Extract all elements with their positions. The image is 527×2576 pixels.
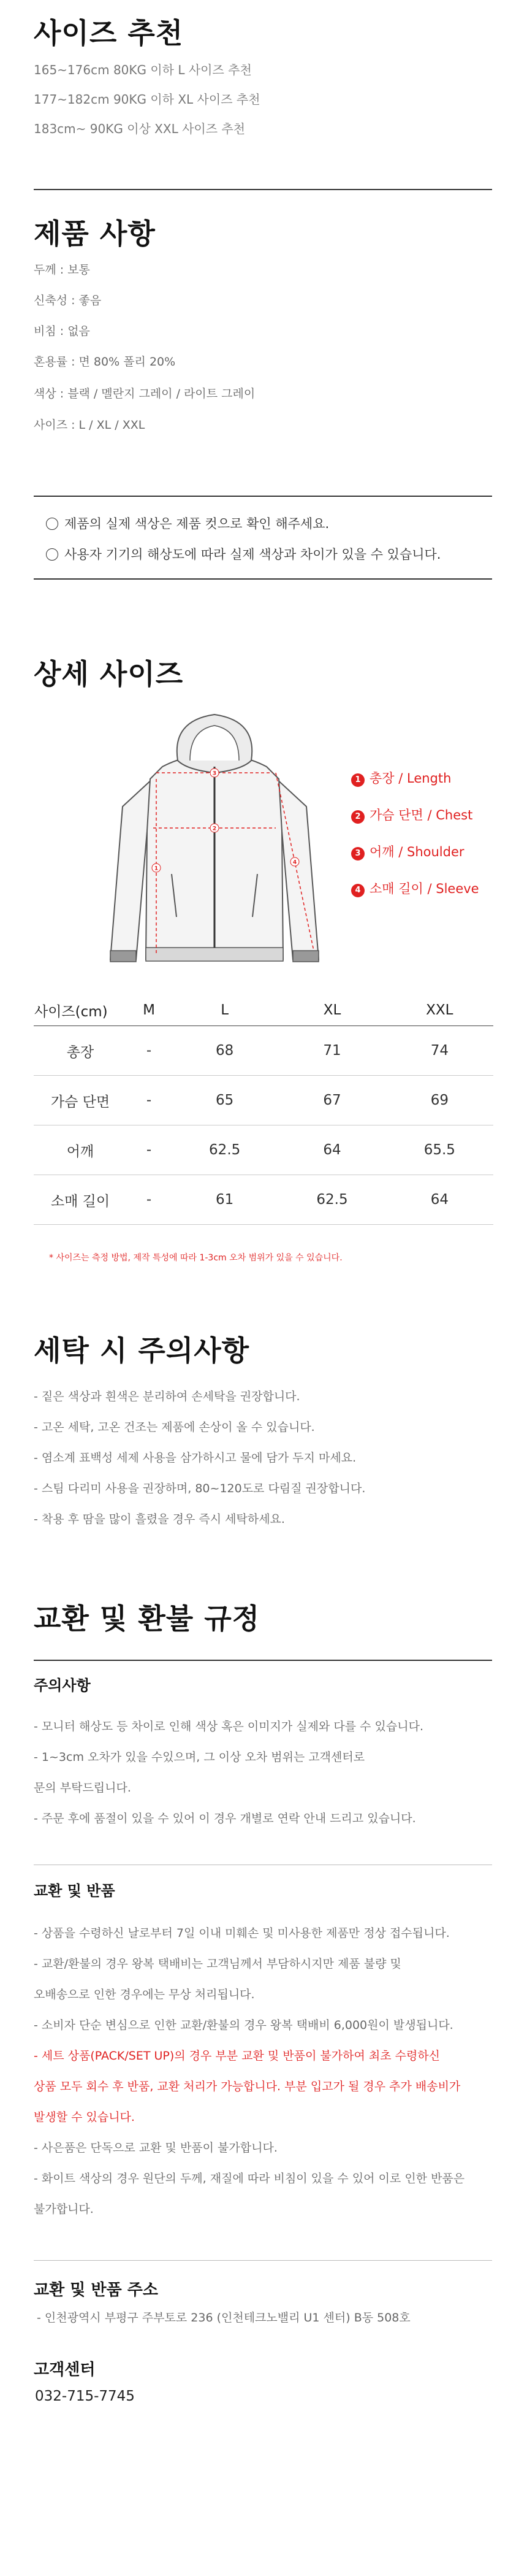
product-info-line: 신축성 : 좋음 xyxy=(34,294,102,307)
notice-text: 사용자 기기의 해상도에 따라 실제 색상과 차이가 있을 수 있습니다. xyxy=(64,547,441,562)
circle-bullet-icon xyxy=(46,518,58,530)
table-cell: 64 xyxy=(386,1175,493,1225)
table-cell: 가슴 단면 xyxy=(34,1076,127,1125)
cs-phone: 032-715-7745 xyxy=(35,2388,135,2404)
exchange-title: 교환 및 환불 규정 xyxy=(34,1602,260,1635)
caution-line: - 모니터 해상도 등 차이로 인해 색상 혹은 이미지가 실제와 다를 수 있습니다. xyxy=(34,1720,423,1733)
size-header-cell: 사이즈(cm) xyxy=(34,995,127,1026)
address-text: - 인천광역시 부평구 주부토로 236 (인천테크노밸리 U1 센터) B동 508호 xyxy=(37,2311,411,2325)
caution-line: 문의 부탁드립니다. xyxy=(34,1781,131,1795)
table-cell: 총장 xyxy=(34,1026,127,1076)
product-info-line: 색상 : 블랙 / 멜란지 그레이 / 라이트 그레이 xyxy=(34,387,256,401)
table-row xyxy=(34,1125,493,1175)
divider xyxy=(34,1660,492,1661)
legend-number: 3 xyxy=(351,847,365,861)
policy-line: 오배송으로 인한 경우에는 무상 처리됩니다. xyxy=(34,1988,255,2001)
size-table-header xyxy=(34,995,493,1026)
legend-label: 어깨 / Shoulder xyxy=(370,845,464,859)
wash-title: 세탁 시 주의사항 xyxy=(34,1334,250,1367)
product-info-line: 사이즈 : L / XL / XXL xyxy=(34,418,145,432)
policy-line: - 교환/환불의 경우 왕복 택배비는 고객님께서 부담하시지만 제품 불량 및 xyxy=(34,1957,401,1971)
svg-text:3: 3 xyxy=(212,770,217,777)
circle-bullet-icon xyxy=(46,548,58,561)
legend-item-length xyxy=(351,769,451,787)
size-footnote: * 사이즈는 측정 방법, 제작 특성에 따라 1-3cm 오차 범위가 있을 수 있습니다. xyxy=(49,1253,343,1263)
address-title: 교환 및 반품 주소 xyxy=(34,2281,158,2299)
size-header-cell: L xyxy=(171,995,278,1026)
table-cell: 62.5 xyxy=(171,1125,278,1175)
table-cell: 62.5 xyxy=(278,1175,385,1225)
policy-line: - 세트 상품(PACK/SET UP)의 경우 부분 교환 및 반품이 불가하여 최초 수령하신 xyxy=(34,2049,441,2063)
wash-line: - 짙은 색상과 흰색은 분리하여 손세탁을 권장합니다. xyxy=(34,1390,300,1403)
detail-size-title: 상세 사이즈 xyxy=(34,657,184,691)
product-info-line: 비침 : 없음 xyxy=(34,324,90,338)
table-cell: - xyxy=(127,1076,171,1125)
legend-number: 1 xyxy=(351,773,365,787)
caution-line: - 1~3cm 오차가 있을 수있으며, 그 이상 오차 범위는 고객센터로 xyxy=(34,1750,365,1764)
table-cell: 61 xyxy=(171,1175,278,1225)
size-recommend-line: 183cm~ 90KG 이상 XXL 사이즈 추천 xyxy=(34,121,246,136)
table-row xyxy=(34,1076,493,1125)
legend-label: 총장 / Length xyxy=(370,771,452,786)
cs-title: 고객센터 xyxy=(34,2361,96,2379)
size-header-cell: XL xyxy=(278,995,385,1026)
table-cell: 64 xyxy=(278,1125,385,1175)
policy-line: - 소비자 단순 변심으로 인한 교환/환불의 경우 왕복 택배비 6,000원이 발생됩니다. xyxy=(34,2018,453,2032)
product-info-line: 혼용률 : 면 80% 폴리 20% xyxy=(34,355,176,369)
legend-item-sleeve xyxy=(351,879,479,897)
table-cell: 소매 길이 xyxy=(34,1175,127,1225)
wash-line: - 염소계 표백성 세제 사용을 삼가하시고 물에 담가 두지 마세요. xyxy=(34,1451,357,1465)
size-header-cell: M xyxy=(127,995,171,1026)
table-cell: 74 xyxy=(386,1026,493,1076)
legend-item-chest xyxy=(351,805,472,824)
svg-text:4: 4 xyxy=(292,859,297,866)
table-row xyxy=(34,1026,493,1076)
legend-number: 2 xyxy=(351,810,365,824)
policy-line: 불가합니다. xyxy=(34,2202,94,2216)
divider xyxy=(34,189,492,190)
table-cell: - xyxy=(127,1125,171,1175)
product-info-line: 두께 : 보통 xyxy=(34,263,90,277)
size-recommend-line: 177~182cm 90KG 이하 XL 사이즈 추천 xyxy=(34,92,260,107)
product-info-title: 제품 사항 xyxy=(34,217,156,250)
table-cell: - xyxy=(127,1026,171,1076)
divider xyxy=(34,578,492,580)
table-cell: 69 xyxy=(386,1076,493,1125)
notice-text: 제품의 실제 색상은 제품 컷으로 확인 해주세요. xyxy=(64,516,330,531)
size-recommend-title: 사이즈 추천 xyxy=(34,17,184,50)
wash-line: - 착용 후 땀을 많이 흘렸을 경우 즉시 세탁하세요. xyxy=(34,1512,285,1526)
legend-label: 소매 길이 / Sleeve xyxy=(370,881,479,896)
legend-number: 4 xyxy=(351,884,365,897)
notice-item xyxy=(46,545,441,563)
wash-line: - 고온 세탁, 고온 건조는 제품에 손상이 올 수 있습니다. xyxy=(34,1420,315,1434)
size-header-cell: XXL xyxy=(386,995,493,1026)
table-cell: 65.5 xyxy=(386,1125,493,1175)
policy-line: 발생할 수 있습니다. xyxy=(34,2110,135,2124)
policy-title: 교환 및 반품 xyxy=(34,1882,115,1899)
policy-line: - 화이트 색상의 경우 원단의 두께, 재질에 따라 비침이 있을 수 있어 이로 인한 반품은 xyxy=(34,2172,465,2185)
policy-line: 상품 모두 회수 후 반품, 교환 처리가 가능합니다. 부분 입고가 될 경우 추가 배송비가 xyxy=(34,2080,461,2093)
table-cell: 71 xyxy=(278,1026,385,1076)
divider xyxy=(34,496,492,497)
caution-title: 주의사항 xyxy=(34,1677,91,1694)
table-cell: 65 xyxy=(171,1076,278,1125)
legend-item-shoulder xyxy=(351,842,464,861)
hoodie-diagram xyxy=(104,708,331,966)
size-table xyxy=(34,995,493,1225)
svg-text:2: 2 xyxy=(212,826,217,832)
policy-line: - 상품을 수령하신 날로부터 7일 이내 미훼손 및 미사용한 제품만 정상 접수됩니다. xyxy=(34,1926,450,1940)
table-cell: 67 xyxy=(278,1076,385,1125)
table-cell: 어깨 xyxy=(34,1125,127,1175)
notice-item xyxy=(46,514,329,532)
divider xyxy=(34,2260,492,2261)
svg-text:1: 1 xyxy=(154,865,159,872)
policy-line: - 사은품은 단독으로 교환 및 반품이 불가합니다. xyxy=(34,2141,278,2155)
wash-line: - 스팀 다리미 사용을 권장하며, 80~120도로 다림질 권장합니다. xyxy=(34,1482,366,1495)
legend-label: 가슴 단면 / Chest xyxy=(370,808,473,822)
size-recommend-line: 165~176cm 80KG 이하 L 사이즈 추천 xyxy=(34,63,252,77)
table-row xyxy=(34,1175,493,1225)
table-cell: 68 xyxy=(171,1026,278,1076)
caution-line: - 주문 후에 품절이 있을 수 있어 이 경우 개별로 연락 안내 드리고 있습니다. xyxy=(34,1812,416,1825)
table-cell: - xyxy=(127,1175,171,1225)
